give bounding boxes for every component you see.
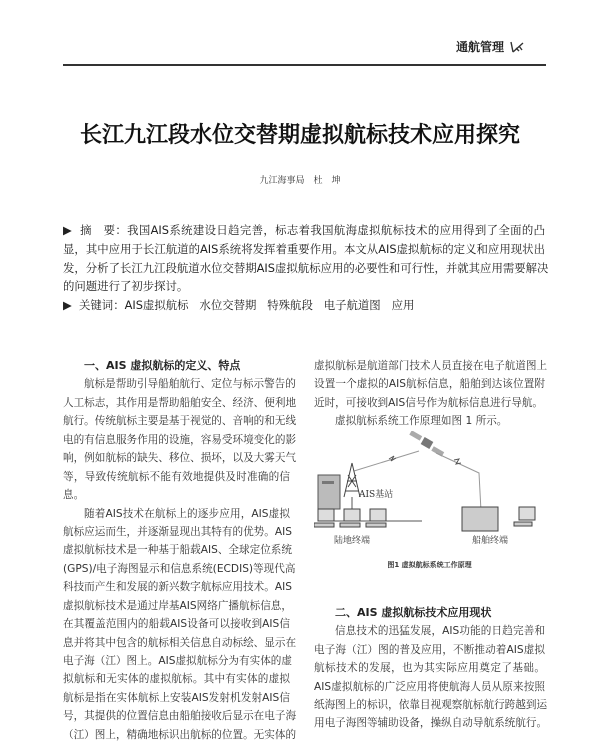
section-logo-icon <box>510 41 524 53</box>
paragraph-line: 航标是指在实体航标上安装AIS发射机发射AIS信 <box>63 691 290 704</box>
keywords: ▶ 关键词：AIS虚拟航标 水位交替期 特殊航段 电子航道图 应用 <box>63 298 415 312</box>
antenna-tower-icon <box>344 463 360 497</box>
paragraph-line: 电子海（江）图的普及应用，不断推动着AIS虚拟 <box>314 643 545 656</box>
paragraph-line: 用电子海图等辅助设备，操纵自动导航系统航行。 <box>314 717 548 730</box>
abstract-label: 摘 要： <box>80 223 128 237</box>
paragraph-line: 号，其提供的位置信息由船舶接收后显示在电子海 <box>63 710 297 723</box>
section-heading-1: 一、AIS 虚拟航标的定义、特点 <box>84 359 241 372</box>
paragraph-line: 虚拟航标技术是通过岸基AIS网络广播航标信息， <box>63 599 292 612</box>
abstract-line: 显，其中应用于长江航道的AIS系统将发挥着重要作用。本文从AIS虚拟航标的定义和应用现状出 <box>63 242 545 256</box>
paragraph-line: 航标技术的发展，也为其实际应用奠定了基础。 <box>314 662 545 675</box>
section-tag <box>456 38 524 55</box>
paragraph-line: 息并将其中包含的航标相关信息自动标绘、显示在 <box>63 636 297 649</box>
article-author: 九江海事局 杜 坤 <box>259 176 341 186</box>
paragraph-line: 近时，可接收到AIS信号作为航标信息进行导航。 <box>314 396 543 409</box>
abstract-line: ▶ 摘 要：我国AIS系统建设日趋完善，标志着我国航海虚拟航标技术的应用得到了全面的凸 <box>63 223 545 237</box>
right-column <box>314 357 548 733</box>
paragraph-line: (GPS)/电子海图显示和信息系统(ECDIS)等现代高 <box>63 562 296 575</box>
computer-icon <box>366 509 386 527</box>
abstract-line: 的问题进行了初步探讨。 <box>63 279 189 293</box>
paragraph-line: 响，例如航标的缺失、移位、损坏，以及大雾天气 <box>63 452 297 465</box>
header-rule <box>63 64 546 66</box>
paragraph-line: 息。 <box>63 489 85 502</box>
bullet-icon: ▶ <box>63 223 81 237</box>
computer-icon <box>314 509 334 527</box>
bullet-icon: ▶ <box>63 298 80 312</box>
figure-caption: 图1 虚拟航标系统工作原理 <box>387 560 472 569</box>
paragraph-line: （江）图上，精确地标识出航标的位置。无实体的 <box>63 728 297 741</box>
paragraph-line: 拟航标和无实体的虚拟航标。其中有实体的虚拟 <box>63 673 290 686</box>
paragraph-line: 信息技术的迅猛发展，AIS功能的日趋完善和 <box>335 625 545 638</box>
paragraph-line: 设置一个虚拟的AIS航标信息，船舶到达该位置附 <box>314 378 545 391</box>
paragraph-line: 虚拟航标系统工作原理如图 1 所示。 <box>335 415 508 428</box>
section-heading-2: 二、AIS 虚拟航标技术应用现状 <box>335 605 492 619</box>
paragraph-line: 科技而产生和发展的新兴数字航标应用技术。AIS <box>63 581 292 594</box>
server-icon <box>318 475 340 509</box>
computer-icon <box>514 507 535 526</box>
paragraph-line: 虚拟航标技术是一种基于船载AIS、全球定位系统 <box>63 544 292 557</box>
computer-icon <box>340 509 360 527</box>
left-column <box>63 357 297 744</box>
paragraph-line: 随着AIS技术在航标上的逐步应用，AIS虚拟 <box>84 507 290 520</box>
ship-terminal-icon <box>462 507 498 531</box>
figure-1 <box>314 431 545 586</box>
system-diagram <box>314 431 545 571</box>
paragraph-line: 等，导致传统航标不能有效地提供及时准确的信 <box>63 470 290 483</box>
section-label: 通航管理 <box>455 40 504 54</box>
ship-terminal-label: 船舶终端 <box>472 535 509 546</box>
paragraph-line: 人工标志，其作用是帮助船舶安全、经济、便利地 <box>63 396 297 409</box>
abstract-line: 发，分析了长江九江段航道水位交替期AIS虚拟航标应用的必要性和可行性，并就其应用需要解决 <box>63 261 549 275</box>
paragraph-line: 航标应运而生，并逐渐显现出其特有的优势。AIS <box>63 525 292 538</box>
paragraph-line: 航行。传统航标主要是基于视觉的、音响的和无线 <box>63 415 297 428</box>
land-terminal-label: 陆地终端 <box>334 535 371 546</box>
paragraph-line: 纸海图上的标识，依靠目视观察航标航行跨越到运 <box>314 698 548 711</box>
keywords-label: 关键词： <box>79 298 125 312</box>
paragraph-line: 电的有信息服务作用的设施，容易受环境变化的影 <box>63 433 297 446</box>
paragraph-line: 在其覆盖范围内的船载AIS设备可以接收到AIS信 <box>63 618 290 631</box>
paragraph-line: AIS虚拟航标的广泛应用将使航海人员从原来按照 <box>314 680 545 693</box>
base-station-label: AIS基站 <box>359 489 394 500</box>
article-title: 长江九江段水位交替期虚拟航标技术应用探究 <box>79 123 520 148</box>
paragraph-line: 虚拟航标是航道部门技术人员直接在电子航道图上 <box>314 360 548 372</box>
paragraph-line: 航标是帮助引导船舶航行、定位与标示警告的 <box>84 378 296 391</box>
paragraph-line: 电子海（江）图上。AIS虚拟航标分为有实体的虚 <box>63 655 292 667</box>
